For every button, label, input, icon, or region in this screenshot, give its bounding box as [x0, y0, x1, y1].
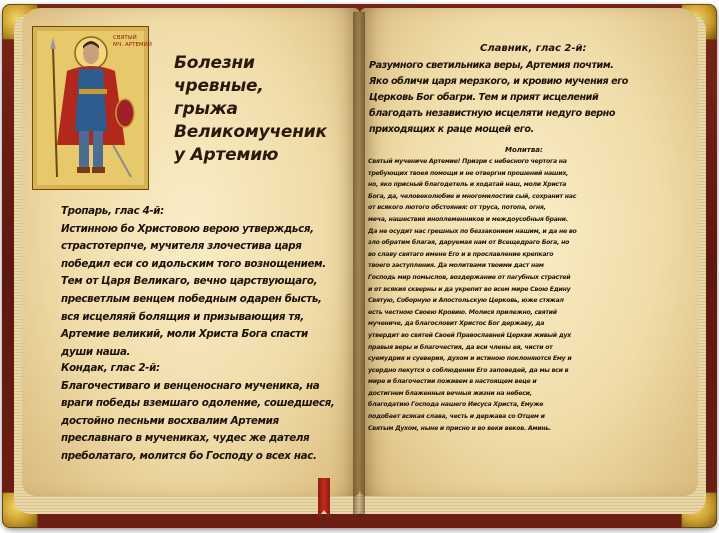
title-line: грыжа: [174, 99, 238, 119]
prayer-line: благодатию Господа нашего Иисуса Христа, Емуже: [368, 401, 544, 409]
prayer-line: зло обратим благая, даруемая нам от Всещедраго Бога, но: [368, 239, 570, 247]
troparion-block: [61, 203, 343, 361]
prayer-line: мучениче, да благословит Христос Бог державу, да: [368, 320, 545, 328]
troparion-line: Артемие великий, моли Христа Бога спасти: [61, 328, 308, 341]
prayer-line: утвердит во святей Своей Православней Церкви живый дух: [368, 331, 571, 339]
prayer-line: но, яко присный благодетель и ходатай наш, моли Христа: [368, 181, 567, 189]
glorification-line: Церковь Бог обагри. Тем и прият исцелений: [369, 92, 599, 103]
prayer-line: Господь мир помыслов, воздержание от пагубных страстей: [368, 273, 571, 281]
prayer-line: достигнем блаженныя вечныя жизни на небеси,: [368, 389, 532, 397]
svg-text:СВЯТЫЙ: СВЯТЫЙ: [113, 35, 137, 41]
glorification-line: благодать независтную исцеляти недуго верно: [369, 108, 615, 119]
kontakion-heading: Кондак, глас 2-й:: [61, 362, 160, 374]
glorification-line: приходящих к раце мощей его.: [369, 124, 534, 135]
page-title: [174, 52, 364, 167]
prayer-line: Да не осудит нас грешных по беззаконием нашим, и да не во: [368, 227, 577, 235]
svg-text:МЧ. АРТЕМИЙ: МЧ. АРТЕМИЙ: [113, 42, 152, 48]
prayer-line: во славу святаго имене Его и в прославление крепкаго: [368, 250, 554, 258]
title-line: Великомученик: [174, 122, 327, 142]
prayer-line: правыя веры и благочестия, да вси члены ея, чисти от: [368, 343, 553, 351]
prayer-block: [368, 156, 690, 434]
prayer-line: меча, нашествия иноплеменников и междоусобныя брани.: [368, 215, 568, 223]
title-line: у Артемию: [174, 145, 279, 165]
kontakion-block: [61, 360, 343, 466]
kontakion-line: преславнаго в мучениках, чудес же дателя: [61, 432, 310, 445]
prayer-line: Святый мучениче Артемие! Призри с небесного чертога на: [368, 158, 567, 165]
troparion-line: Истинною бо Христовою верою утверждься,: [61, 222, 314, 235]
prayer-line: требующих твоея помощи и не отвергни прошений наших,: [368, 169, 569, 177]
title-line: Болезни: [174, 53, 255, 73]
troparion-line: вся исцеляяй болящия и призывающия тя,: [61, 310, 304, 323]
troparion-line: Тем от Царя Великаго, вечно царствующаго,: [61, 275, 318, 288]
title-line: чревные,: [174, 76, 264, 96]
prayer-line: подобает всякая слава, честь и держава со Отцем и: [368, 413, 545, 421]
glorification-line: Разумного светильника веры, Артемия почтим.: [369, 60, 614, 71]
troparion-line: души наша.: [61, 345, 131, 358]
prayer-line: твоего заступления. Да молитвами твоими даст нам: [368, 262, 544, 270]
glorification-block: [369, 58, 689, 138]
prayer-line: и от всякия скверны и да укрепит во всем мире Свою Едину: [368, 285, 571, 293]
troparion-line: страстотерпче, мучителя злочестива царя: [61, 240, 302, 253]
troparion-line: пресветлым венцем победным одарен бысть,: [61, 292, 322, 305]
saint-artemius-icon: [32, 26, 152, 190]
saint-figure-icon: [33, 27, 152, 189]
glorification-line: Яко обличи царя мерзкого, и кровию мучения его: [369, 76, 628, 87]
troparion-heading: Тропарь, глас 4-й:: [61, 205, 164, 217]
prayer-line: есть честною Своею Кровию. Молися прилежно, святий: [368, 308, 557, 316]
prayer-line: Святым Духом, ныне и присно и во веки веков. Аминь.: [368, 424, 552, 432]
kontakion-line: враги победы вземшаго одоление, сошедшеся,: [61, 397, 335, 410]
prayer-line: Бога, да, человеколюбие и многомилостив сый, сохранит нас: [368, 192, 577, 200]
prayer-line: усердно пекутся о соблюдении Его заповедей, да мы вси в: [368, 366, 569, 374]
troparion-line: победил еси со идольским того вознощением.: [61, 257, 326, 270]
glorification-heading: Славник, глас 2-й:: [480, 43, 587, 54]
prayer-heading: Молитва:: [505, 146, 543, 154]
prayer-line: Святую, Соборную и Апостольскую Церковь, юже стяжал: [368, 297, 564, 305]
prayer-line: мире и благочестии поживем в настоящем веце и: [368, 378, 537, 386]
kontakion-line: Благочестиваго и венценоснаго мученика, на: [61, 379, 320, 392]
kontakion-line: достойно песньми восхвалим Артемия: [61, 414, 279, 427]
prayer-line: суемудрия и суеверия, духом и истиною поклоняются Ему и: [368, 355, 572, 363]
prayer-line: от всякого лютого обстояния: от труса, потопа, огня,: [368, 204, 546, 212]
kontakion-line: преболатаго, молится бо Господу о всех нас.: [61, 449, 317, 462]
